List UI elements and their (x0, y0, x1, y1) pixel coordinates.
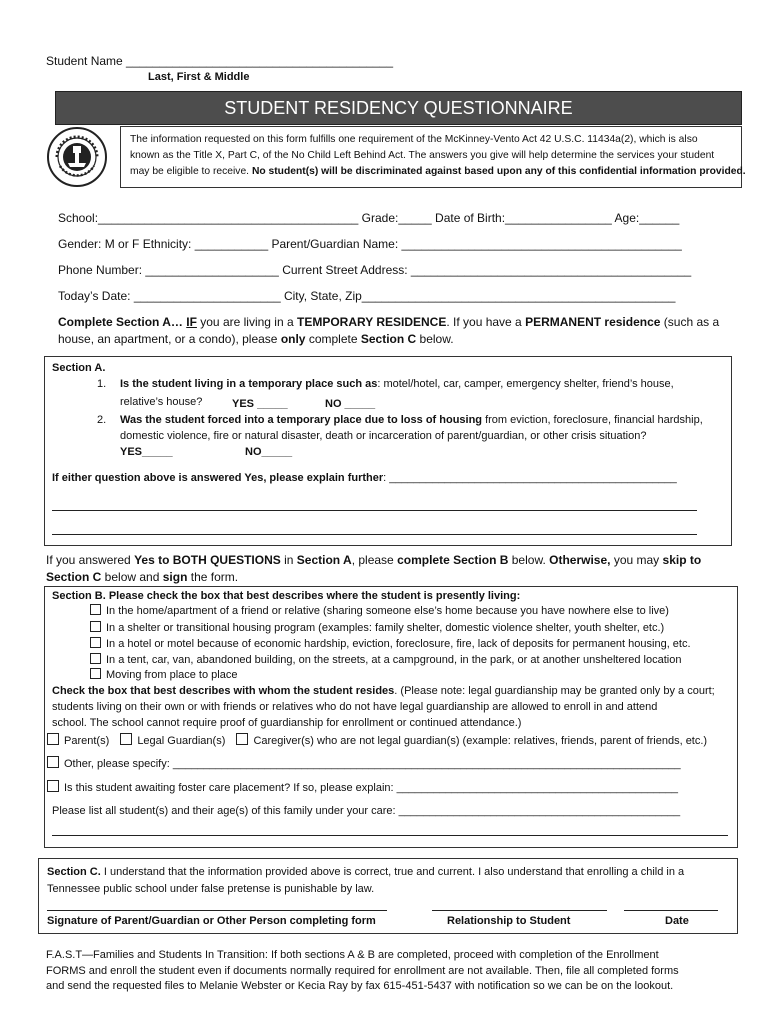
signature-label: Signature of Parent/Guardian or Other Person completing form (47, 915, 376, 927)
student-name-field[interactable]: Student Name ________________________________________ (46, 54, 393, 68)
living-option-1[interactable]: In the home/apartment of a friend or relative (sharing someone else’s home because you have nowhere else to live) (90, 604, 669, 618)
living-option-2[interactable]: In a shelter or transitional housing program (examples: family shelter, domestic violence shelter, youth shelter, etc.) (90, 621, 664, 635)
living-option-5[interactable]: Moving from place to place (90, 668, 237, 682)
student-list-field[interactable]: Please list all student(s) and their age(s) of this family under your care: ______________________________________________ (52, 805, 681, 817)
guardianship-note-line-1: Check the box that best describes with whom the student resides. (Please note: legal guardianship may be granted only by a court; (52, 685, 715, 697)
section-c-text-line-2: Tennessee public school under false pretense is punishable by law. (47, 883, 375, 895)
question-2-text: Was the student forced into a temporary place due to loss of housing from eviction, foreclosure, financial hardship, (120, 414, 703, 426)
intro-line-3: may be eligible to receive. No student(s) will be discriminated against based upon any of this confidential information provided. (130, 166, 746, 177)
gender-ethnicity-parent-fields[interactable]: Gender: M or F Ethnicity: ___________ Parent/Guardian Name: __________________________________________ (58, 237, 682, 251)
question-1-line-2: relative’s house? (120, 396, 203, 408)
foster-care-field[interactable]: Is this student awaiting foster care placement? If so, please explain: ______________________________________________ (47, 780, 678, 795)
relationship-line[interactable] (432, 910, 607, 911)
question-2-yes[interactable]: YES_____ (120, 446, 173, 458)
district-seal (46, 126, 108, 188)
section-a-label: Section A. (52, 362, 106, 374)
section-b-title: Section B. Please check the box that best describes where the student is presently living: (52, 590, 521, 602)
explain-further-field[interactable]: If either question above is answered Yes, please explain further: _______________________________________________ (52, 472, 677, 484)
other-specify-field[interactable]: Other, please specify: ___________________________________________________________________________________ (47, 756, 681, 771)
footer-line-3: and send the requested files to Melanie Webster or Kecia Ray by fax 615-451-5437 with notification so we can be on the lookout. (46, 980, 674, 992)
relationship-label: Relationship to Student (447, 915, 571, 927)
checkbox-icon[interactable] (47, 780, 59, 792)
title-banner (55, 91, 742, 125)
section-b-instructions-line-2: Section C below and sign the form. (46, 570, 239, 584)
section-b-instructions-line-1: If you answered Yes to BOTH QUESTIONS in Section A, please complete Section B below. Otherwise, you may skip to (46, 553, 702, 567)
checkbox-icon[interactable] (90, 637, 101, 648)
signature-line[interactable] (47, 910, 387, 911)
section-c-text-line-1: Section C. I understand that the information provided above is correct, true and current. I also understand that enrolling a child in a (47, 866, 685, 878)
instructions-line-1: Complete Section A… IF you are living in a TEMPORARY RESIDENCE. If you have a PERMANENT residence (such as a (58, 315, 720, 329)
checkbox-icon[interactable] (236, 733, 248, 745)
student-list-line-2[interactable] (52, 835, 728, 836)
instructions-line-2: house, an apartment, or a condo), please only complete Section C below. (58, 332, 454, 346)
question-1-yes[interactable]: YES _____ (232, 398, 288, 410)
checkbox-icon[interactable] (90, 604, 101, 615)
date-city-fields[interactable]: Today’s Date: ______________________ City, State, Zip_______________________________________________ (58, 289, 676, 303)
caregiver-option[interactable]: Caregiver(s) who are not legal guardian(s) (example: relatives, friends, parent of friends, etc.) (236, 735, 707, 747)
footer-line-2: FORMS and enroll the student even if documents normally required for enrollment are not available. Then, file all completed forms (46, 965, 679, 977)
question-2-number: 2. (97, 414, 107, 426)
question-1-text: Is the student living in a temporary place such as: motel/hotel, car, camper, emergency shelter, friend’s house, (120, 378, 674, 390)
date-line[interactable] (624, 910, 718, 911)
question-1-number: 1. (97, 378, 107, 390)
checkbox-icon[interactable] (47, 733, 59, 745)
phone-address-fields[interactable]: Phone Number: ____________________ Current Street Address: __________________________________________ (58, 263, 692, 277)
page-title: STUDENT RESIDENCY QUESTIONNAIRE (224, 98, 573, 118)
parents-option[interactable]: Parent(s) (47, 735, 109, 747)
living-option-4[interactable]: In a tent, car, van, abandoned building, on the streets, at a campground, in the park, or at another unsheltered location (90, 653, 681, 667)
guardianship-note-line-2: students living on their own or with friends or relatives who do not have legal guardianship are allowed to enroll in and attend (52, 701, 658, 713)
question-2-no[interactable]: NO_____ (245, 446, 293, 458)
intro-line-2: known as the Title X, Part C, of the No Child Left Behind Act. The answers you give will help determine the services your student (130, 150, 715, 161)
explain-line-3[interactable] (52, 534, 697, 535)
checkbox-icon[interactable] (90, 653, 101, 664)
question-1-no[interactable]: NO _____ (325, 398, 376, 410)
date-label: Date (665, 915, 689, 927)
guardian-type-options (47, 733, 707, 748)
checkbox-icon[interactable] (47, 756, 59, 768)
name-format-hint: Last, First & Middle (148, 71, 250, 83)
footer-line-1: F.A.S.T—Families and Students In Transition: If both sections A & B are completed, proceed with completion of the Enrollment (46, 949, 659, 961)
intro-line-1: The information requested on this form fulfills one requirement of the McKinney-Vento Act 42 U.S.C. 11434a(2), which is also (130, 134, 698, 145)
legal-guardian-option[interactable]: Legal Guardian(s) (120, 735, 225, 747)
checkbox-icon[interactable] (90, 621, 101, 632)
checkbox-icon[interactable] (120, 733, 132, 745)
living-option-3[interactable]: In a hotel or motel because of economic hardship, eviction, foreclosure, fire, lack of deposits for permanent housing, etc. (90, 637, 691, 651)
guardianship-note-line-3: school. The school cannot require proof of guardianship for enrollment or continued attendance.) (52, 717, 522, 729)
school-grade-dob-age-fields[interactable]: School:_______________________________________ Grade:_____ Date of Birth:________________ Age:______ (58, 211, 680, 225)
checkbox-icon[interactable] (90, 668, 101, 679)
explain-line-2[interactable] (52, 510, 697, 511)
question-2-line-2: domestic violence, fire or natural disaster, death or incarceration of parent/guardian, or other crisis situation? (120, 430, 647, 442)
